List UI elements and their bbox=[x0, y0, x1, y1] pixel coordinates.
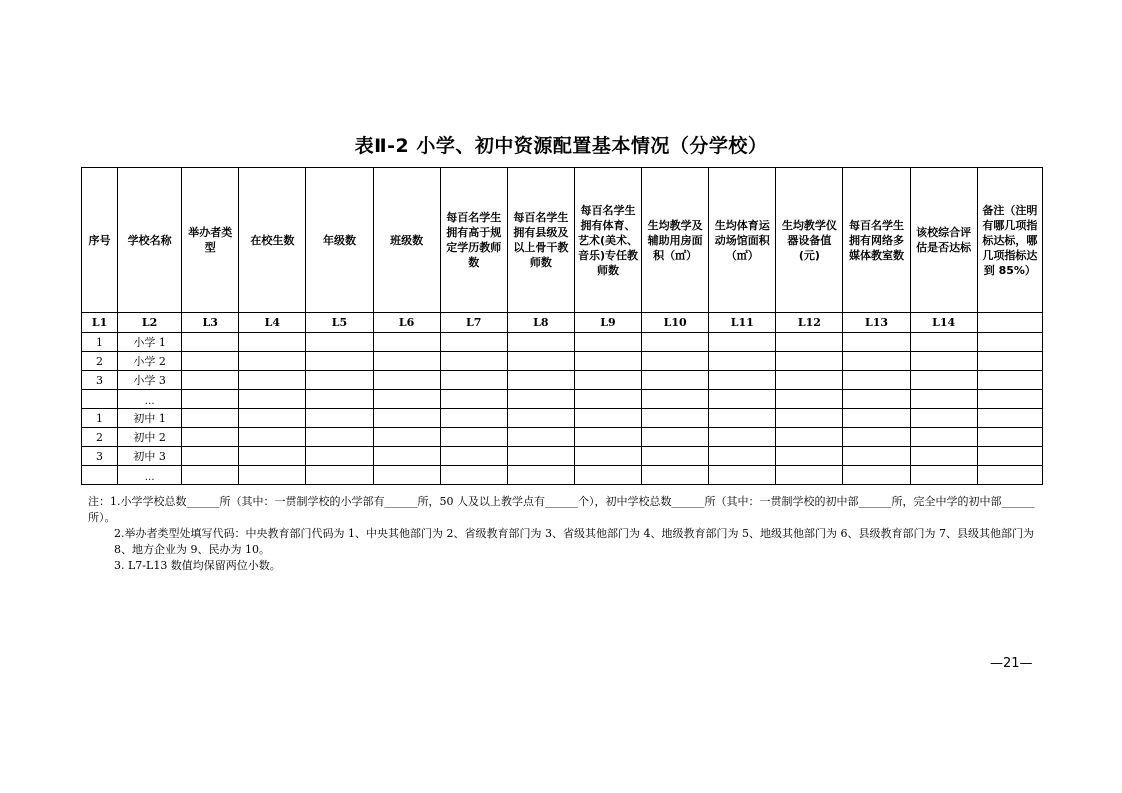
table-cell bbox=[373, 466, 440, 485]
code-cell: L5 bbox=[306, 313, 373, 333]
table-cell bbox=[440, 447, 507, 466]
table-row bbox=[82, 428, 1043, 447]
table-cell bbox=[373, 409, 440, 428]
code-cell: L4 bbox=[239, 313, 306, 333]
table-cell bbox=[574, 390, 641, 409]
table-cell bbox=[709, 333, 776, 352]
code-cell bbox=[977, 313, 1042, 333]
table-cell bbox=[642, 428, 709, 447]
note-1: 注：1.小学学校总数______所（其中：一贯制学校的小学部有______所，50 人及以上教学点有______个），初中学校总数______所（其中：一贯制学校的初中部______所，完全中学的初中部______所）。 bbox=[88, 495, 1035, 524]
table-cell bbox=[306, 428, 373, 447]
page-number: —21— bbox=[990, 656, 1033, 671]
header-cell: 生均教学仪器设备值(元) bbox=[776, 168, 843, 313]
table-cell bbox=[574, 352, 641, 371]
code-cell: L11 bbox=[709, 313, 776, 333]
table-cell bbox=[507, 390, 574, 409]
table-cell bbox=[239, 333, 306, 352]
table-cell bbox=[709, 447, 776, 466]
table-row bbox=[82, 371, 1043, 390]
school-name: … bbox=[118, 466, 182, 485]
table-cell bbox=[642, 409, 709, 428]
table-cell bbox=[709, 409, 776, 428]
table-cell bbox=[239, 447, 306, 466]
table-cell bbox=[239, 466, 306, 485]
table-cell bbox=[843, 409, 910, 428]
table-cell bbox=[910, 371, 977, 390]
table-cell bbox=[843, 352, 910, 371]
table-cell bbox=[373, 333, 440, 352]
header-cell: 生均教学及辅助用房面积（㎡） bbox=[642, 168, 709, 313]
table-cell bbox=[574, 447, 641, 466]
table-cell bbox=[776, 352, 843, 371]
table-cell bbox=[843, 371, 910, 390]
table-cell bbox=[306, 466, 373, 485]
school-name: 初中 1 bbox=[118, 409, 182, 428]
code-cell: L2 bbox=[118, 313, 182, 333]
table-cell bbox=[507, 409, 574, 428]
table-cell bbox=[373, 390, 440, 409]
header-cell: 举办者类型 bbox=[182, 168, 239, 313]
table-cell bbox=[910, 352, 977, 371]
header-row bbox=[82, 168, 1043, 313]
code-cell: L14 bbox=[910, 313, 977, 333]
table-cell bbox=[910, 466, 977, 485]
table-cell bbox=[440, 333, 507, 352]
code-cell: L13 bbox=[843, 313, 910, 333]
table-cell bbox=[977, 428, 1042, 447]
note-2: 2.举办者类型处填写代码：中央教育部门代码为 1、中央其他部门为 2、省级教育部门为 3、省级其他部门为 4、地级教育部门为 5、地级其他部门为 6、县级教育部门为 7、县级其他部门为 8、地方企业为 9、民办为 10。 bbox=[114, 527, 1034, 556]
header-cell: 生均体育运动场馆面积（㎡） bbox=[709, 168, 776, 313]
header-cell: 每百名学生拥有高于规定学历教师数 bbox=[440, 168, 507, 313]
table-cell bbox=[776, 466, 843, 485]
table-cell bbox=[182, 371, 239, 390]
table-cell bbox=[776, 333, 843, 352]
table-cell bbox=[843, 447, 910, 466]
header-cell: 学校名称 bbox=[118, 168, 182, 313]
header-cell: 年级数 bbox=[306, 168, 373, 313]
table-cell bbox=[182, 466, 239, 485]
table-cell bbox=[440, 409, 507, 428]
code-cell: L1 bbox=[82, 313, 118, 333]
table-cell bbox=[182, 352, 239, 371]
header-cell: 该校综合评估是否达标 bbox=[910, 168, 977, 313]
table-cell bbox=[843, 333, 910, 352]
table-cell bbox=[709, 352, 776, 371]
code-cell: L7 bbox=[440, 313, 507, 333]
code-cell: L10 bbox=[642, 313, 709, 333]
table-row bbox=[82, 390, 1043, 409]
table-cell bbox=[574, 371, 641, 390]
school-name: 小学 2 bbox=[118, 352, 182, 371]
table-cell bbox=[239, 390, 306, 409]
row-number: 2 bbox=[82, 352, 118, 371]
row-number bbox=[82, 466, 118, 485]
table-cell bbox=[977, 466, 1042, 485]
table-cell bbox=[843, 390, 910, 409]
table-cell bbox=[910, 390, 977, 409]
table-cell bbox=[776, 447, 843, 466]
table-cell bbox=[642, 371, 709, 390]
table-cell bbox=[182, 428, 239, 447]
table-row bbox=[82, 409, 1043, 428]
table-cell bbox=[574, 466, 641, 485]
table-cell bbox=[776, 409, 843, 428]
table-cell bbox=[709, 371, 776, 390]
table-cell bbox=[507, 466, 574, 485]
table-row bbox=[82, 333, 1043, 352]
row-number: 3 bbox=[82, 371, 118, 390]
page-title: 表Ⅱ-2 小学、初中资源配置基本情况（分学校） bbox=[354, 135, 768, 157]
resource-table bbox=[81, 167, 1043, 485]
header-cell: 备注（注明有哪几项指标达标，哪几项指标达到 85%） bbox=[977, 168, 1042, 313]
table-cell bbox=[440, 371, 507, 390]
code-cell: L9 bbox=[574, 313, 641, 333]
table-row bbox=[82, 447, 1043, 466]
table-cell bbox=[182, 333, 239, 352]
table-cell bbox=[843, 428, 910, 447]
table-cell bbox=[709, 428, 776, 447]
school-name: 小学 3 bbox=[118, 371, 182, 390]
code-cell: L6 bbox=[373, 313, 440, 333]
header-cell: 班级数 bbox=[373, 168, 440, 313]
table-cell bbox=[574, 333, 641, 352]
table-cell bbox=[642, 352, 709, 371]
table-cell bbox=[440, 466, 507, 485]
table-cell bbox=[440, 352, 507, 371]
table-cell bbox=[910, 447, 977, 466]
note-3: 3. L7-L13 数值均保留两位小数。 bbox=[114, 559, 281, 572]
table-cell bbox=[306, 447, 373, 466]
table-cell bbox=[306, 390, 373, 409]
table-cell bbox=[306, 333, 373, 352]
table-cell bbox=[910, 409, 977, 428]
table-cell bbox=[977, 390, 1042, 409]
row-number: 1 bbox=[82, 333, 118, 352]
table-cell bbox=[642, 466, 709, 485]
table-cell bbox=[507, 371, 574, 390]
header-cell: 每百名学生拥有县级及以上骨干教师数 bbox=[507, 168, 574, 313]
table-cell bbox=[239, 409, 306, 428]
table-cell bbox=[910, 428, 977, 447]
header-cell: 在校生数 bbox=[239, 168, 306, 313]
table-cell bbox=[507, 333, 574, 352]
table-cell bbox=[977, 352, 1042, 371]
school-name: … bbox=[118, 390, 182, 409]
table-cell bbox=[843, 466, 910, 485]
school-name: 小学 1 bbox=[118, 333, 182, 352]
code-cell: L12 bbox=[776, 313, 843, 333]
table-cell bbox=[977, 447, 1042, 466]
table-cell bbox=[776, 390, 843, 409]
table-cell bbox=[182, 390, 239, 409]
table-cell bbox=[239, 371, 306, 390]
table-cell bbox=[373, 447, 440, 466]
table-cell bbox=[574, 409, 641, 428]
table-notes bbox=[88, 494, 1048, 574]
table-cell bbox=[642, 447, 709, 466]
table-cell bbox=[776, 371, 843, 390]
table-cell bbox=[574, 428, 641, 447]
table-cell bbox=[507, 447, 574, 466]
table-cell bbox=[239, 352, 306, 371]
table-cell bbox=[306, 371, 373, 390]
table-cell bbox=[507, 352, 574, 371]
table-cell bbox=[642, 333, 709, 352]
table-cell bbox=[440, 390, 507, 409]
table-cell bbox=[182, 409, 239, 428]
row-number: 1 bbox=[82, 409, 118, 428]
table-cell bbox=[440, 428, 507, 447]
table-cell bbox=[373, 371, 440, 390]
table-cell bbox=[306, 409, 373, 428]
table-cell bbox=[239, 428, 306, 447]
table-row bbox=[82, 352, 1043, 371]
table-cell bbox=[373, 352, 440, 371]
table-cell bbox=[642, 390, 709, 409]
table-cell bbox=[977, 409, 1042, 428]
row-number: 3 bbox=[82, 447, 118, 466]
header-cell: 序号 bbox=[82, 168, 118, 313]
school-name: 初中 3 bbox=[118, 447, 182, 466]
header-cell: 每百名学生拥有体育、艺术(美术、音乐)专任教师数 bbox=[574, 168, 641, 313]
table-cell bbox=[182, 447, 239, 466]
code-row bbox=[82, 313, 1043, 333]
row-number: 2 bbox=[82, 428, 118, 447]
table-cell bbox=[977, 371, 1042, 390]
table-cell bbox=[373, 428, 440, 447]
table-cell bbox=[306, 352, 373, 371]
table-cell bbox=[910, 333, 977, 352]
row-number bbox=[82, 390, 118, 409]
table-cell bbox=[709, 466, 776, 485]
table-cell bbox=[507, 428, 574, 447]
table-cell bbox=[709, 390, 776, 409]
code-cell: L8 bbox=[507, 313, 574, 333]
table-row bbox=[82, 466, 1043, 485]
table-cell bbox=[776, 428, 843, 447]
table-cell bbox=[977, 333, 1042, 352]
code-cell: L3 bbox=[182, 313, 239, 333]
school-name: 初中 2 bbox=[118, 428, 182, 447]
header-cell: 每百名学生拥有网络多媒体教室数 bbox=[843, 168, 910, 313]
